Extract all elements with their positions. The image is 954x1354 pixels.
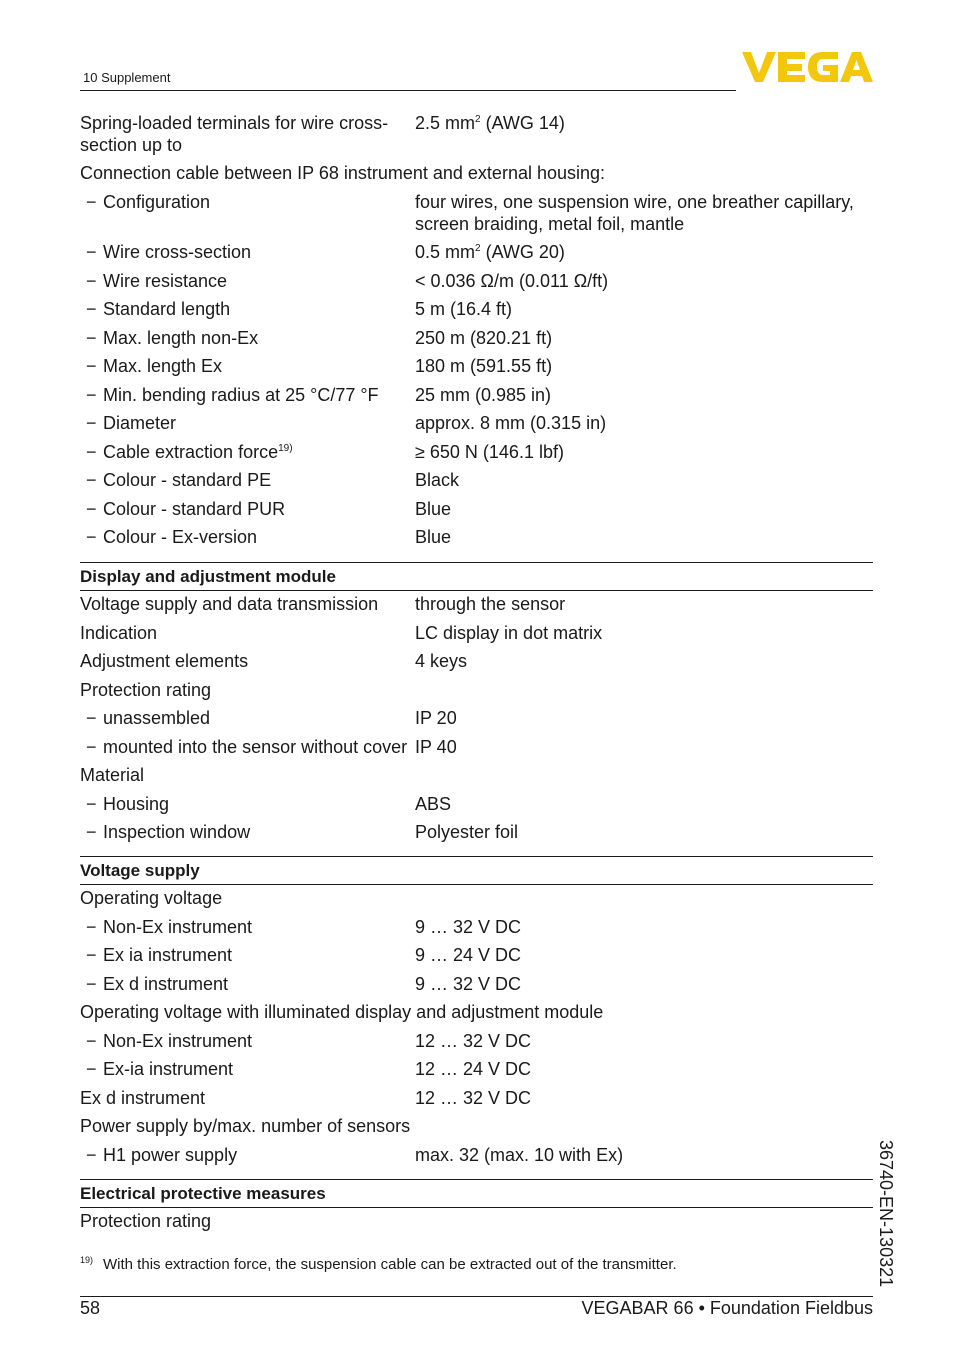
spec-row-extraction-force: − Cable extraction force$^{19)}$ ≥ 650 N (146.1 lbf) (86, 441, 564, 462)
spec-row-max-length-non-ex: − Max. length non-Ex 250 m (820.21 ft) (86, 327, 553, 348)
spec-row-illum-non-ex: − Non-Ex instrument 12 … 32 V DC (86, 1030, 532, 1051)
vega-logo (742, 50, 874, 84)
spec-row-material: Material (80, 765, 145, 785)
spec-row-standard-length: − Standard length 5 m (16.4 ft) (86, 299, 513, 319)
spec-row-power-supply: Power supply by/max. number of sensors (80, 1116, 411, 1136)
spec-row-adjustment-elements: Adjustment elements 4 keys (80, 651, 468, 671)
section-heading-display-module: Display and adjustment module (80, 562, 873, 591)
spec-row-ex-ia: − Ex ia instrument 9 … 24 V DC (86, 945, 522, 965)
spec-row-bending-radius: − Min. bending radius at 25 °C/77 °F 25 mm (0.985 in) (86, 384, 552, 405)
spec-row-terminals (80, 112, 873, 156)
spec-row-illuminated-voltage: Operating voltage with illuminated display and adjustment module (80, 1002, 604, 1022)
spec-row-colour-pur: − Colour - standard PUR Blue (86, 498, 452, 519)
spec-row-ex-d: − Ex d instrument 9 … 32 V DC (86, 973, 522, 994)
section-heading-voltage-supply: Voltage supply (80, 856, 873, 885)
spec-row-max-length-ex: − Max. length Ex 180 m (591.55 ft) (86, 356, 553, 376)
spec-row-mounted: − mounted into the sensor without cover IP 40 (86, 736, 457, 757)
section-label: 10 Supplement (83, 70, 171, 85)
section-heading-electrical-protection: Electrical protective measures (80, 1179, 873, 1208)
cable-heading: Connection cable between IP 68 instrument and external housing: (80, 163, 606, 183)
spec-row-colour-pe: − Colour - standard PE Black (86, 470, 460, 490)
specification-table (80, 112, 873, 1232)
spec-row-voltage-transmission: Voltage supply and data transmission through the sensor (80, 594, 566, 614)
footnote-mark: 19) (80, 1255, 94, 1265)
footnote-reference: 19) (278, 442, 293, 454)
spec-label: Spring-loaded terminals for wire cross-section up to (80, 113, 389, 155)
spec-row-illum-ex-d: Ex d instrument 12 … 32 V DC (80, 1087, 532, 1108)
spec-row-inspection-window: − Inspection window Polyester foil (86, 822, 519, 842)
spec-row-operating-voltage: Operating voltage (80, 888, 223, 908)
spec-row-h1-power-supply: − H1 power supply max. 32 (max. 10 with Ex) (86, 1144, 624, 1165)
page-number: 58 (80, 1298, 101, 1318)
spec-row-diameter: − Diameter approx. 8 mm (0.315 in) (86, 413, 607, 433)
spec-row-wire-cross-section: − Wire cross-section 0.5 $mm^2$ (AWG 20) (86, 242, 565, 262)
footnote-text: With this extraction force, the suspension cable can be extracted out of the transmitter. (103, 1256, 677, 1273)
header-rule (80, 90, 736, 91)
spec-row-unassembled: − unassembled IP 20 (86, 708, 457, 728)
spec-row-housing: − Housing ABS (86, 793, 452, 814)
spec-row-non-ex: − Non-Ex instrument 9 … 32 V DC (86, 916, 522, 937)
spec-row-illum-ex-ia: − Ex-ia instrument 12 … 24 V DC (86, 1059, 532, 1079)
spec-row-indication: Indication LC display in dot matrix (80, 622, 603, 643)
spec-row-configuration: − Configuration four wires, one suspension wire, one breather capillary, screen braiding, metal foil, mantle (86, 192, 854, 234)
spec-row-protection-rating: Protection rating (80, 679, 212, 700)
spec-row-electrical-protection-rating: Protection rating (80, 1210, 212, 1231)
footer-rule (80, 1296, 873, 1297)
document-id: 36740-EN-130321 (876, 1140, 896, 1288)
footnote (80, 1256, 677, 1273)
spec-row-colour-ex: − Colour - Ex-version Blue (86, 527, 452, 547)
spec-value: 2.5 $mm^2$ (AWG 14) (415, 113, 565, 133)
footer-title: VEGABAR 66 • Foundation Fieldbus (581, 1298, 873, 1318)
spec-row-wire-resistance: − Wire resistance < 0.036 Ω/m (0.011 Ω/ft) (86, 270, 609, 291)
